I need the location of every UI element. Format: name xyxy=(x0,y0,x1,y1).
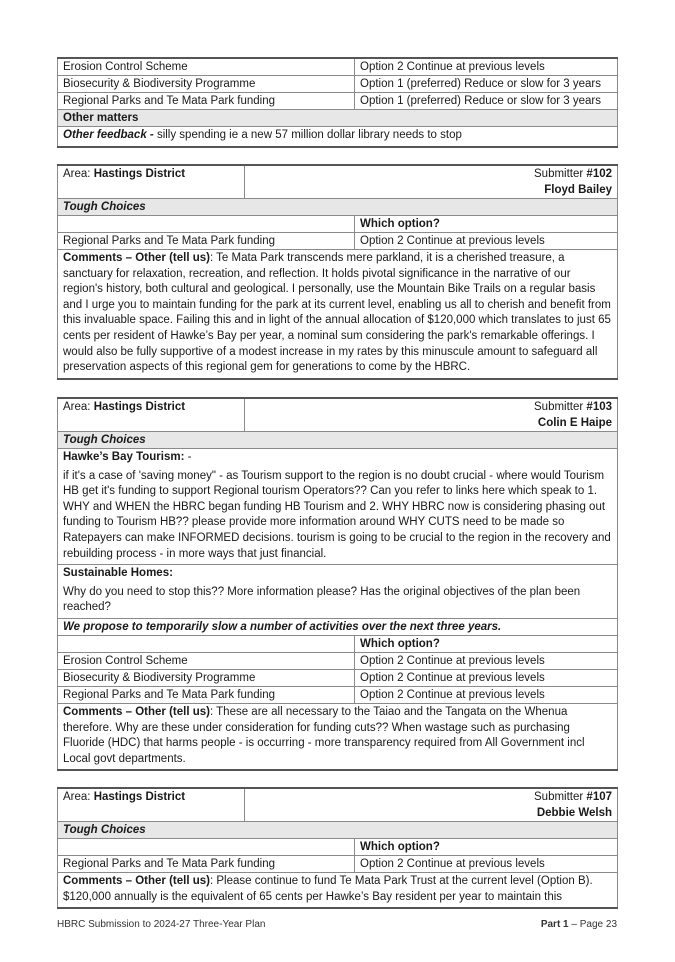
activity-cell: Erosion Control Scheme xyxy=(58,652,355,669)
option-cell: Option 2 Continue at previous levels xyxy=(355,652,618,669)
table-row xyxy=(58,822,618,839)
table-row xyxy=(58,669,618,686)
which-option-heading: Which option? xyxy=(355,635,618,652)
table-row xyxy=(58,233,618,250)
tough-choices-heading: Tough Choices xyxy=(58,822,618,839)
submitter-cell xyxy=(245,165,618,199)
table-row xyxy=(58,216,618,233)
table-row xyxy=(58,199,618,216)
submitter-name: Floyd Bailey xyxy=(544,184,613,196)
tourism-heading-suffix: - xyxy=(184,451,192,463)
homes-text: Why do you need to stop this?? More information please? Has the original objectives of the plan been reached? xyxy=(63,585,581,614)
table-row xyxy=(58,432,618,449)
table-row xyxy=(58,110,618,127)
area-value: Hastings District xyxy=(93,168,186,180)
table-row xyxy=(58,165,618,199)
empty-cell xyxy=(58,635,355,652)
empty-cell xyxy=(58,216,355,233)
activity-cell: Regional Parks and Te Mata Park funding xyxy=(58,93,355,110)
submission-table xyxy=(57,164,618,380)
table-row xyxy=(58,93,618,110)
table-row xyxy=(58,76,618,93)
submitter-cell xyxy=(245,788,618,822)
area-value: Hastings District xyxy=(93,791,186,803)
tough-choices-heading: Tough Choices xyxy=(58,432,618,449)
area-label: Area: xyxy=(63,791,94,803)
tourism-heading: Hawke’s Bay Tourism: xyxy=(63,451,185,463)
area-cell xyxy=(58,398,245,432)
submitter-label: Submitter xyxy=(534,791,587,803)
comments-cell xyxy=(58,873,618,909)
comments-label: Comments – Other (tell us) xyxy=(63,705,210,718)
submission-block-107 xyxy=(57,787,617,909)
propose-heading: We propose to temporarily slow a number of activities over the next three years. xyxy=(58,618,618,635)
comments-cell xyxy=(58,703,618,770)
option-cell: Option 2 Continue at previous levels xyxy=(355,856,618,873)
table-row xyxy=(58,58,618,76)
submitter-number: #107 xyxy=(586,791,613,803)
table-row xyxy=(58,398,618,432)
option-cell: Option 2 Continue at previous levels xyxy=(355,686,618,703)
other-feedback-text: silly spending ie a new 57 million dollar library needs to stop xyxy=(153,129,462,141)
area-label: Area: xyxy=(63,168,94,180)
table-row xyxy=(58,873,618,909)
area-cell xyxy=(58,165,245,199)
activity-cell: Biosecurity & Biodiversity Programme xyxy=(58,669,355,686)
option-cell: Option 1 (preferred) Reduce or slow for 3 years xyxy=(355,76,618,93)
table-row xyxy=(58,449,618,565)
footer-part: Part 1 xyxy=(540,919,569,930)
option-cell: Option 1 (preferred) Reduce or slow for 3 years xyxy=(355,93,618,110)
tourism-cell xyxy=(58,449,618,565)
option-cell: Option 2 Continue at previous levels xyxy=(355,58,618,76)
comments-label: Comments – Other (tell us) xyxy=(63,875,210,887)
comments-label: Comments – Other (tell us) xyxy=(63,252,210,264)
submitter-name: Debbie Welsh xyxy=(536,807,613,819)
submission-table xyxy=(57,787,618,909)
submitter-number: #103 xyxy=(586,401,613,413)
table-row xyxy=(58,652,618,669)
area-label: Area: xyxy=(63,401,94,413)
area-cell xyxy=(58,788,245,822)
tourism-text: if it's a case of 'saving money" - as Tourism support to the region is no doubt crucial - where would Tourism HB get it's funding to support Regional tourism Operators?? Can you refer to links here which speak to 1. WHY and WHEN the HBRC began funding HB Tourism and 2. WHY HBRC now is considering phasing out funding to Tourism HB?? please provide more information around WHY CUTS need to be made so Ratepayers can make INFORMED decisions. tourism is going to be crucial to the region in the recovery and rebuilding process - in more ways that just financial. xyxy=(63,469,611,560)
which-option-heading: Which option? xyxy=(355,839,618,856)
footer-title: HBRC Submission to 2024-27 Three-Year Plan xyxy=(57,919,266,930)
table-row xyxy=(58,565,618,619)
footer-page: – Page 23 xyxy=(568,919,617,930)
area-value: Hastings District xyxy=(93,401,186,413)
submission-table xyxy=(57,397,618,771)
submission-block-continued xyxy=(57,57,617,148)
table-row xyxy=(58,686,618,703)
submitter-label: Submitter xyxy=(534,168,587,180)
submitter-cell xyxy=(245,398,618,432)
tough-choices-heading: Tough Choices xyxy=(58,199,618,216)
comments-text: : Please continue to fund Te Mata Park Trust at the current level (Option B). $120,000 annually is the equivalent of 65 cents per Hawke’s Bay resident per year to maintain this xyxy=(63,875,593,903)
option-cell: Option 2 Continue at previous levels xyxy=(355,669,618,686)
other-feedback xyxy=(58,127,618,148)
table-row xyxy=(58,839,618,856)
submitter-label: Submitter xyxy=(534,401,587,413)
table-row xyxy=(58,788,618,822)
which-option-heading: Which option? xyxy=(355,216,618,233)
other-feedback-label: Other feedback - xyxy=(63,129,154,141)
table-row xyxy=(58,856,618,873)
table-row xyxy=(58,250,618,379)
table-row xyxy=(58,618,618,635)
activity-cell: Biosecurity & Biodiversity Programme xyxy=(58,76,355,93)
activity-cell: Regional Parks and Te Mata Park funding xyxy=(58,856,355,873)
activity-cell: Regional Parks and Te Mata Park funding xyxy=(58,233,355,250)
options-table xyxy=(57,57,618,148)
page-number xyxy=(541,919,617,930)
submission-block-102 xyxy=(57,164,617,380)
submitter-number: #102 xyxy=(586,168,613,180)
activity-cell: Erosion Control Scheme xyxy=(58,58,355,76)
homes-cell xyxy=(58,565,618,619)
comments-text: : These are all necessary to the Taiao and the Tangata on the Whenua therefore. Why are these under consideration for funding cuts?? When wastage such as purchasing Fluoride (HDC) that harms people - is occurring - more transparency required from All Government incl Local govt departments. xyxy=(63,705,585,765)
activity-cell: Regional Parks and Te Mata Park funding xyxy=(58,686,355,703)
comments-text: : Te Mata Park transcends mere parkland, it is a cherished treasure, a sanctuary for relaxation, recreation, and reflection. It holds pivotal significance in the narrative of our region's history, both cultural and geological. I personally, use the Mountain Bike Trails on a regular basis and I urge you to maintain funding for the park at its current level, enabling us all to cherish and benefit from this invaluable space. Failing this and in light of the annual allocation of $120,000 which translates to just 65 cents per resident of Hawke’s Bay per year, a nominal sum considering the park's remarkable offerings. I would also be fully supportive of a modest increase in my rates by this minuscule amount to safeguard all preservation aspects of this regional gem for generations to come by the HBRC. xyxy=(63,252,611,374)
page-footer xyxy=(57,919,617,930)
table-row xyxy=(58,703,618,770)
option-cell: Option 2 Continue at previous levels xyxy=(355,233,618,250)
homes-heading: Sustainable Homes: xyxy=(63,567,173,580)
table-row xyxy=(58,127,618,148)
submission-block-103 xyxy=(57,397,617,771)
empty-cell xyxy=(58,839,355,856)
table-row xyxy=(58,635,618,652)
submitter-name: Colin E Haipe xyxy=(537,417,613,429)
comments-cell xyxy=(58,250,618,379)
other-matters-heading: Other matters xyxy=(58,110,618,127)
